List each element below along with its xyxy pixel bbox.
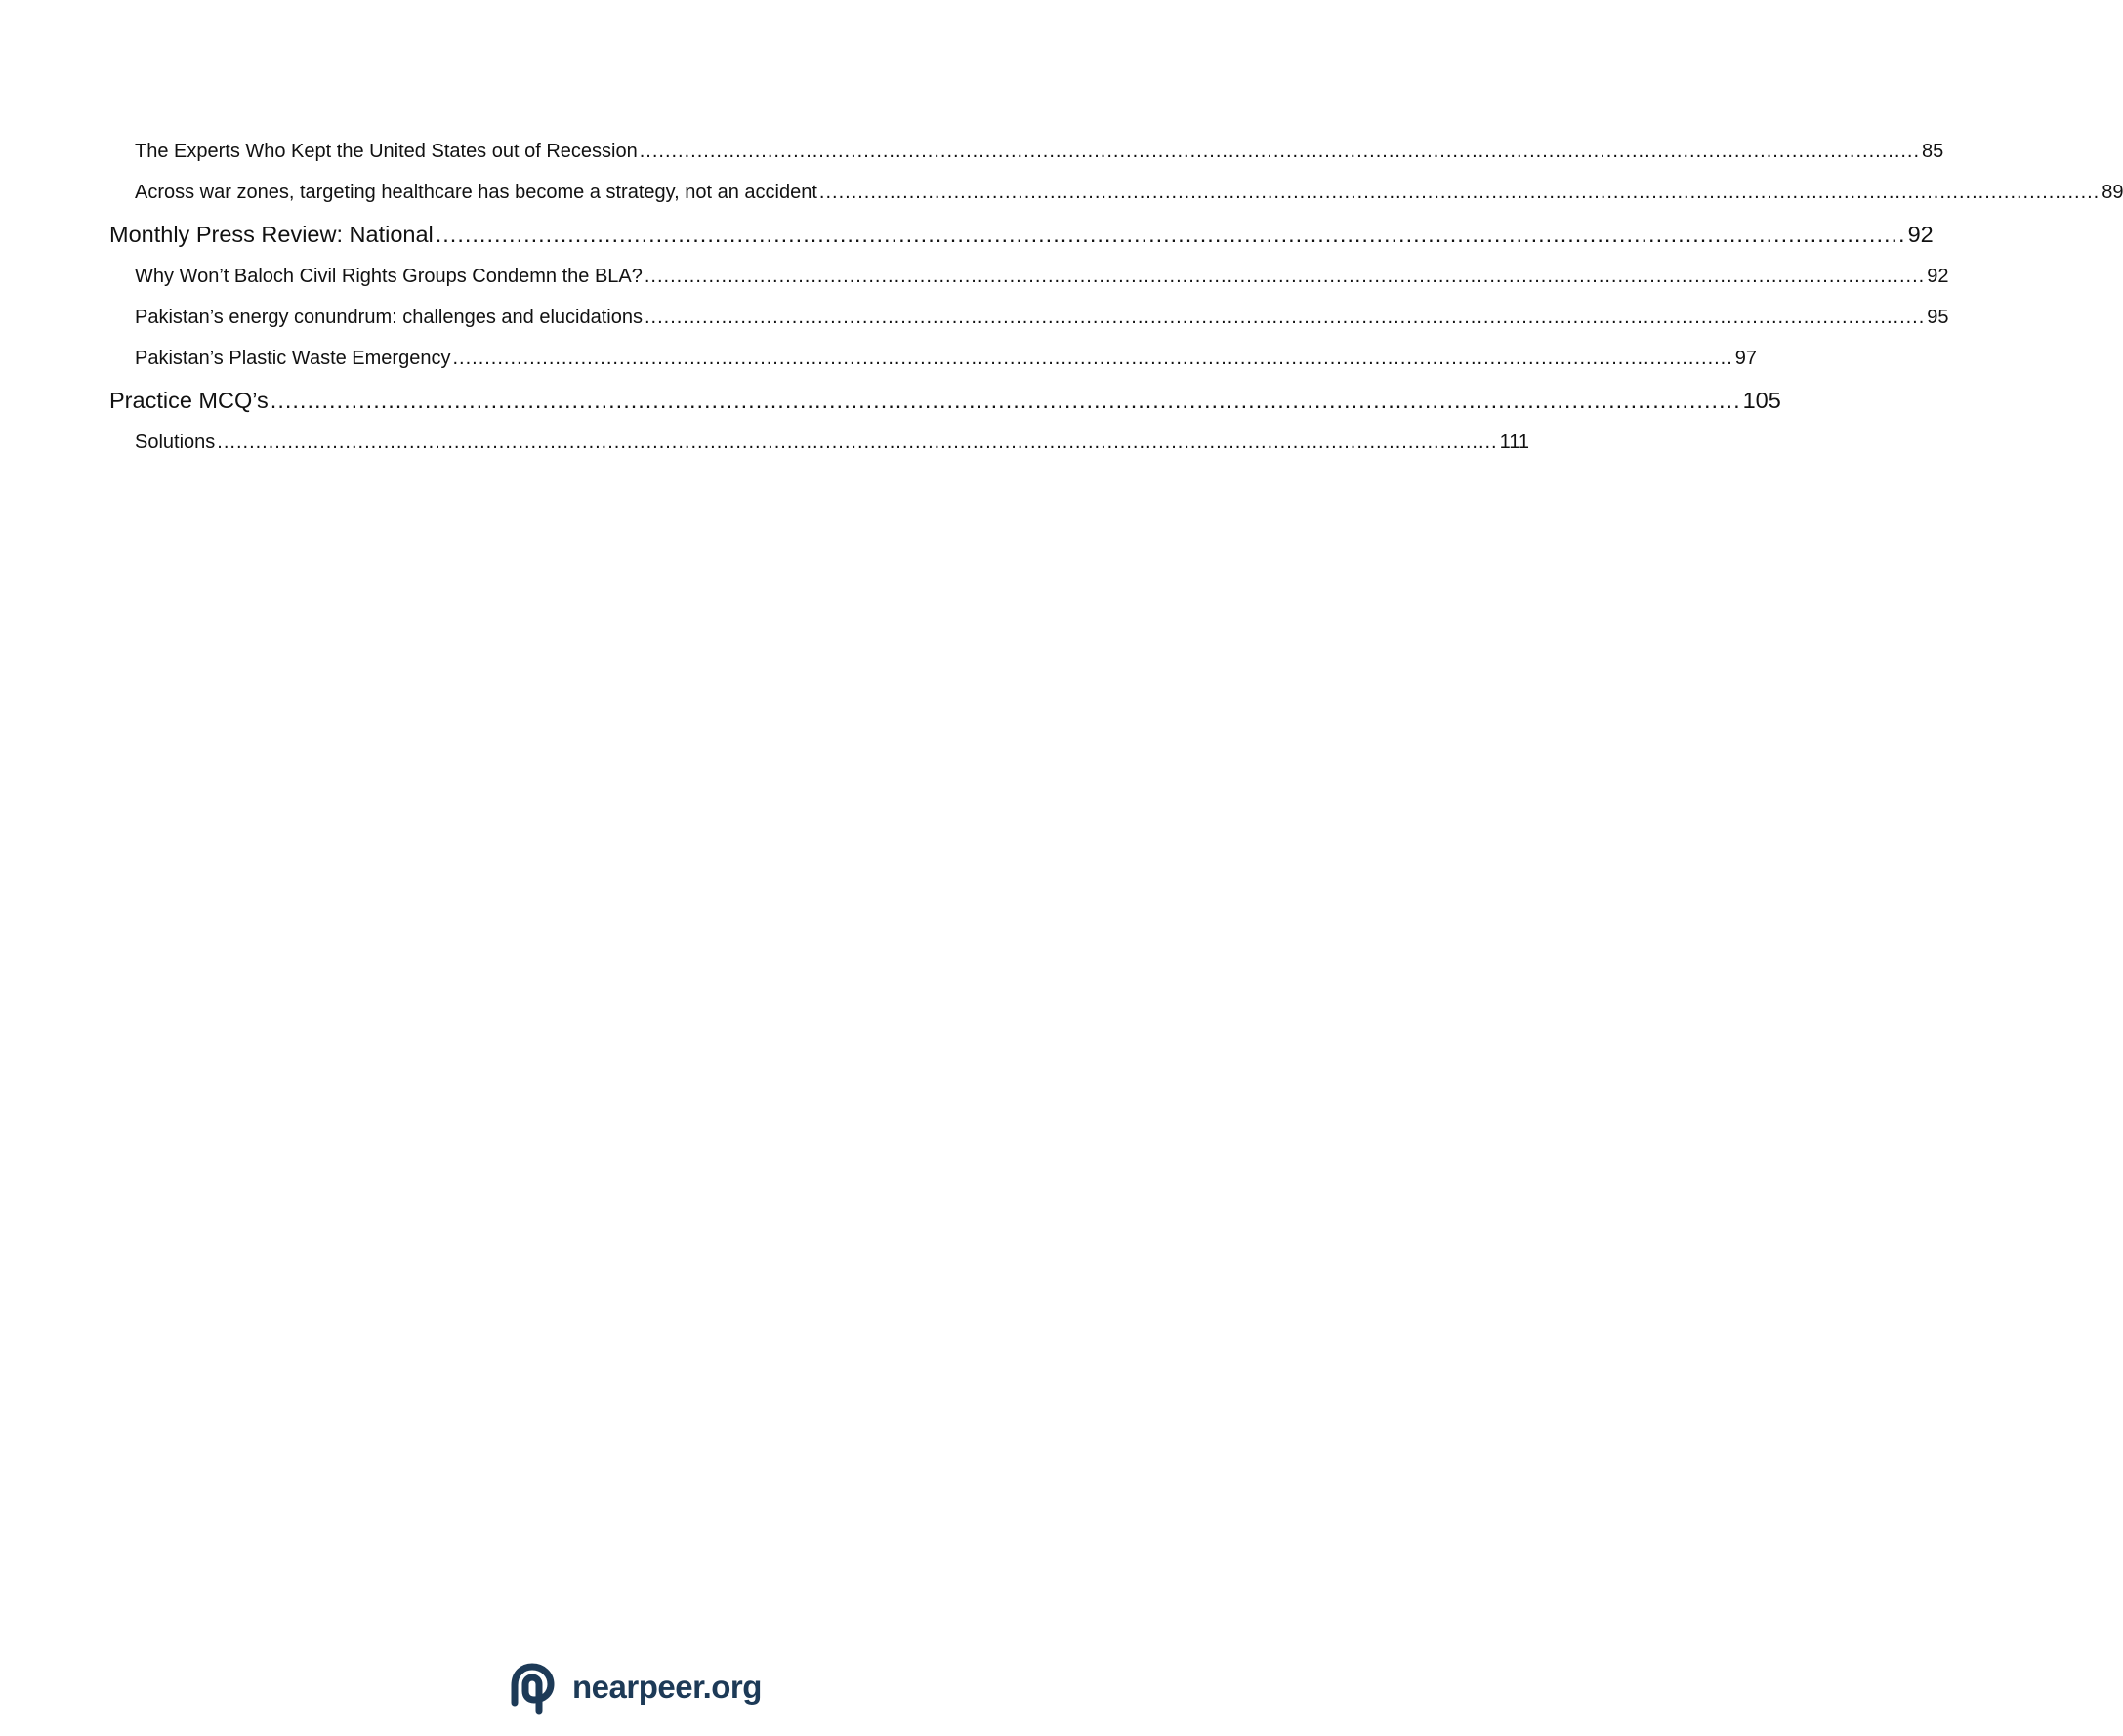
toc-entry[interactable]	[109, 172, 2123, 213]
toc-entry-title: Why Won’t Baloch Civil Rights Groups Condemn the BLA?	[135, 266, 643, 287]
toc-entry[interactable]	[109, 338, 1758, 379]
nearpeer-logo-icon	[506, 1660, 561, 1715]
toc-page-number: 97	[1734, 348, 1758, 369]
toc-entry[interactable]	[109, 131, 1944, 172]
toc-leader-dots: ........................................................................................................................................................................................................	[270, 388, 1741, 413]
toc-leader-dots: ........................................................................................................................................................................................................	[644, 307, 1926, 328]
toc-entry-title: Solutions	[135, 432, 216, 453]
toc-entry-title: Across war zones, targeting healthcare has become a strategy, not an accident	[135, 182, 817, 203]
toc-entry[interactable]	[109, 422, 1530, 463]
toc-entry[interactable]	[109, 213, 1934, 256]
toc-page-number: 89	[2102, 182, 2123, 203]
toc-section-title: Practice MCQ’s	[109, 388, 269, 413]
toc-leader-dots: ........................................................................................................................................................................................................	[452, 348, 1733, 369]
toc-entry-title: Pakistan’s energy conundrum: challenges and elucidations	[135, 307, 643, 328]
toc-entry-title: Pakistan’s Plastic Waste Emergency	[135, 348, 451, 369]
toc-leader-dots: ........................................................................................................................................................................................................	[818, 182, 2101, 203]
toc-leader-dots: ........................................................................................................................................................................................................	[644, 266, 1926, 287]
toc-page-number: 95	[1927, 307, 1949, 328]
toc-page-number: 105	[1742, 388, 1781, 413]
toc-leader-dots: ........................................................................................................................................................................................................	[435, 222, 1906, 247]
toc-page-number: 92	[1907, 222, 1934, 247]
toc-page-number: 92	[1927, 266, 1949, 287]
toc-page-number: 111	[1499, 432, 1530, 453]
toc-entry[interactable]	[109, 379, 1781, 422]
toc-section-title: Monthly Press Review: National	[109, 222, 434, 247]
toc-page-number: 85	[1922, 141, 1944, 162]
toc-entry-title: The Experts Who Kept the United States out of Recession	[135, 141, 638, 162]
toc-entry[interactable]	[109, 297, 1949, 338]
toc-leader-dots: ........................................................................................................................................................................................................	[639, 141, 1921, 162]
toc-leader-dots: ........................................................................................................................................................................................................	[217, 432, 1498, 453]
toc-entry[interactable]	[109, 256, 1949, 297]
footer-logo[interactable]	[506, 1660, 762, 1715]
logo-text: nearpeer.org	[572, 1669, 762, 1705]
table-of-contents	[109, 131, 2123, 463]
